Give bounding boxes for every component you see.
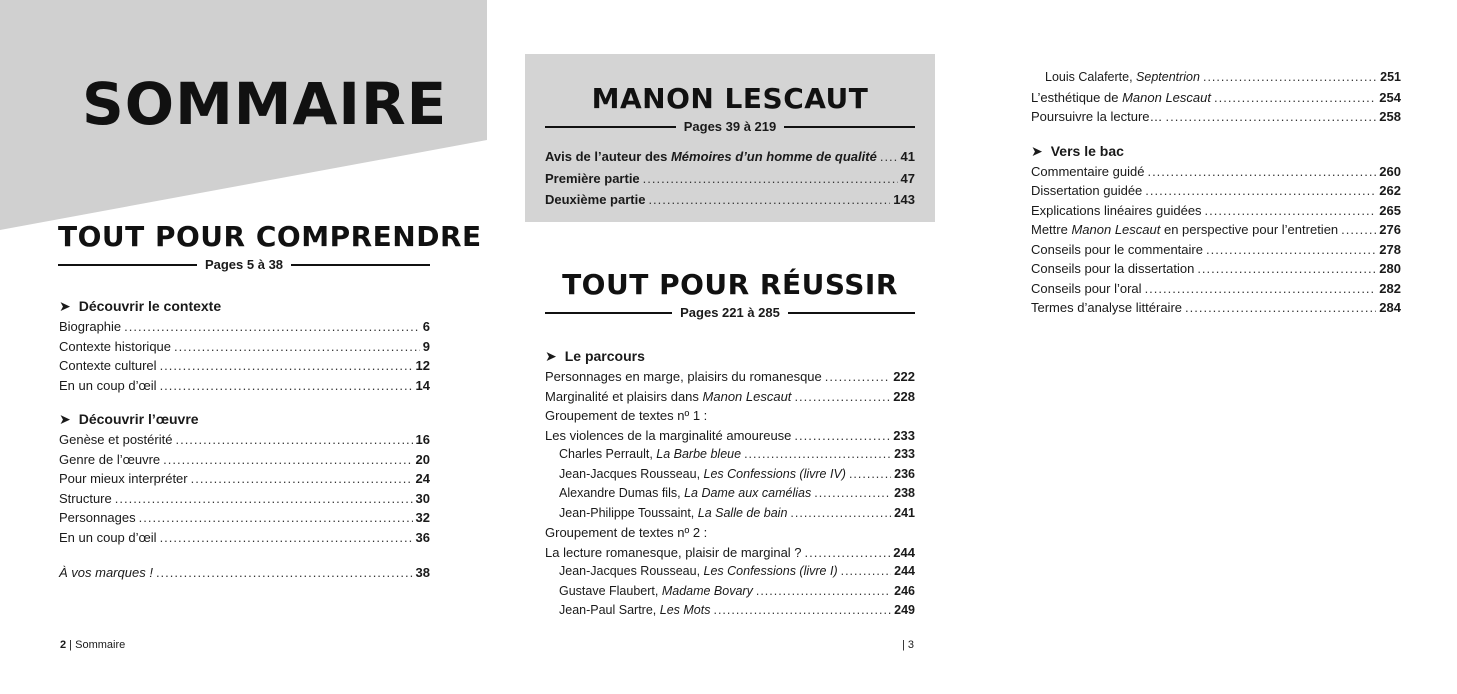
arrow-icon: ➤ (59, 411, 71, 427)
category-contexte: ➤ Découvrir le contexte (59, 298, 222, 314)
toc-entry[interactable]: La lecture romanesque, plaisir de marginal ? ..... 244 (545, 543, 915, 563)
toc-entry-deuxieme[interactable]: Deuxième partie ..... 143 (545, 190, 915, 210)
footer-left: 2 | Sommaire (60, 639, 126, 651)
category-bac: ➤ Vers le bac (1031, 142, 1124, 159)
toc-entry[interactable]: Poursuivre la lecture… ..... 258 (1031, 107, 1401, 127)
toc-entry[interactable]: Jean-Jacques Rousseau, Les Confessions (livre I) ..... 244 (545, 562, 915, 582)
reussir-header (545, 268, 915, 320)
toc-entry[interactable]: Commentaire guidé ..... 260 (1031, 162, 1401, 182)
manon-header (545, 82, 915, 134)
toc-entry[interactable]: En un coup d’œil ..... 14 (59, 376, 430, 396)
page-title: SOMMAIRE (82, 70, 448, 138)
toc-entry-avis[interactable]: Avis de l’auteur des Mémoires d’un homme de qualité ..... 41 (545, 147, 915, 167)
toc-entry[interactable]: Jean-Paul Sartre, Les Mots ..... 249 (545, 601, 915, 621)
category-parcours: ➤ Le parcours (545, 348, 645, 364)
groupement-1-heading: Groupement de textes nº 1 : (545, 408, 708, 423)
reussir-toc-col2 (1031, 68, 1401, 318)
toc-entry[interactable]: Genèse et postérité ..... 16 (59, 430, 430, 450)
toc-entry[interactable]: Termes d’analyse littéraire ..... 284 (1031, 298, 1401, 318)
toc-entry-vos-marques[interactable]: À vos marques ! ..... 38 (59, 563, 430, 583)
toc-entry[interactable]: Contexte culturel ..... 12 (59, 356, 430, 376)
toc-entry[interactable]: Personnages en marge, plaisirs du romanesque ..... 222 (545, 367, 915, 387)
reussir-pages: Pages 221 à 285 (680, 305, 780, 320)
comprendre-toc (59, 282, 430, 583)
toc-entry[interactable]: Pour mieux interpréter ..... 24 (59, 469, 430, 489)
category-oeuvre: ➤ Découvrir l’œuvre (59, 411, 199, 427)
manon-toc (545, 147, 915, 210)
footer-right: | 3 (902, 639, 915, 651)
toc-entry[interactable]: Gustave Flaubert, Madame Bovary ..... 246 (545, 582, 915, 602)
comprendre-header (58, 220, 482, 272)
comprendre-title: TOUT POUR COMPRENDRE (58, 220, 482, 253)
toc-entry[interactable]: Jean-Jacques Rousseau, Les Confessions (livre IV) ..... 236 (545, 465, 915, 485)
toc-entry[interactable]: L’esthétique de Manon Lescaut ..... 254 (1031, 88, 1401, 108)
manon-pages: Pages 39 à 219 (683, 119, 777, 134)
manon-title: MANON LESCAUT (591, 82, 869, 115)
groupement-2-heading: Groupement de textes nº 2 : (545, 525, 708, 540)
comprendre-pages: Pages 5 à 38 (204, 257, 284, 272)
comprendre-pages-line (58, 257, 430, 272)
toc-entry[interactable]: Louis Calaferte, Septentrion ..... 251 (1031, 68, 1401, 88)
toc-entry[interactable]: Contexte historique ..... 9 (59, 337, 430, 357)
toc-entry[interactable]: Dissertation guidée ..... 262 (1031, 181, 1401, 201)
toc-entry[interactable]: Structure ..... 30 (59, 489, 430, 509)
reussir-toc-col1 (545, 332, 915, 621)
toc-entry[interactable]: Biographie ..... 6 (59, 317, 430, 337)
manon-pages-line (545, 119, 915, 134)
arrow-icon: ➤ (545, 348, 557, 364)
toc-entry[interactable]: Alexandre Dumas fils, La Dame aux camélias ..... 238 (545, 484, 915, 504)
toc-entry[interactable]: Conseils pour l’oral ..... 282 (1031, 279, 1401, 299)
toc-entry[interactable]: Conseils pour le commentaire ..... 278 (1031, 240, 1401, 260)
reussir-pages-line (545, 305, 915, 320)
toc-entry[interactable]: Mettre Manon Lescaut en perspective pour l’entretien ..... 276 (1031, 220, 1401, 240)
toc-entry-premiere[interactable]: Première partie ..... 47 (545, 169, 915, 189)
arrow-icon: ➤ (59, 298, 71, 314)
toc-entry[interactable]: Marginalité et plaisirs dans Manon Lescaut ..... 228 (545, 387, 915, 407)
toc-entry[interactable]: Genre de l’œuvre ..... 20 (59, 450, 430, 470)
toc-entry[interactable]: En un coup d’œil ..... 36 (59, 528, 430, 548)
arrow-icon: ➤ (1031, 142, 1043, 159)
toc-entry[interactable]: Charles Perrault, La Barbe bleue ..... 233 (545, 445, 915, 465)
reussir-title: TOUT POUR RÉUSSIR (562, 268, 898, 301)
toc-entry[interactable]: Les violences de la marginalité amoureuse ..... 233 (545, 426, 915, 446)
toc-entry[interactable]: Conseils pour la dissertation ..... 280 (1031, 259, 1401, 279)
toc-entry[interactable]: Personnages ..... 32 (59, 508, 430, 528)
toc-entry[interactable]: Explications linéaires guidées ..... 265 (1031, 201, 1401, 221)
toc-entry[interactable]: Jean-Philippe Toussaint, La Salle de bain ..... 241 (545, 504, 915, 524)
